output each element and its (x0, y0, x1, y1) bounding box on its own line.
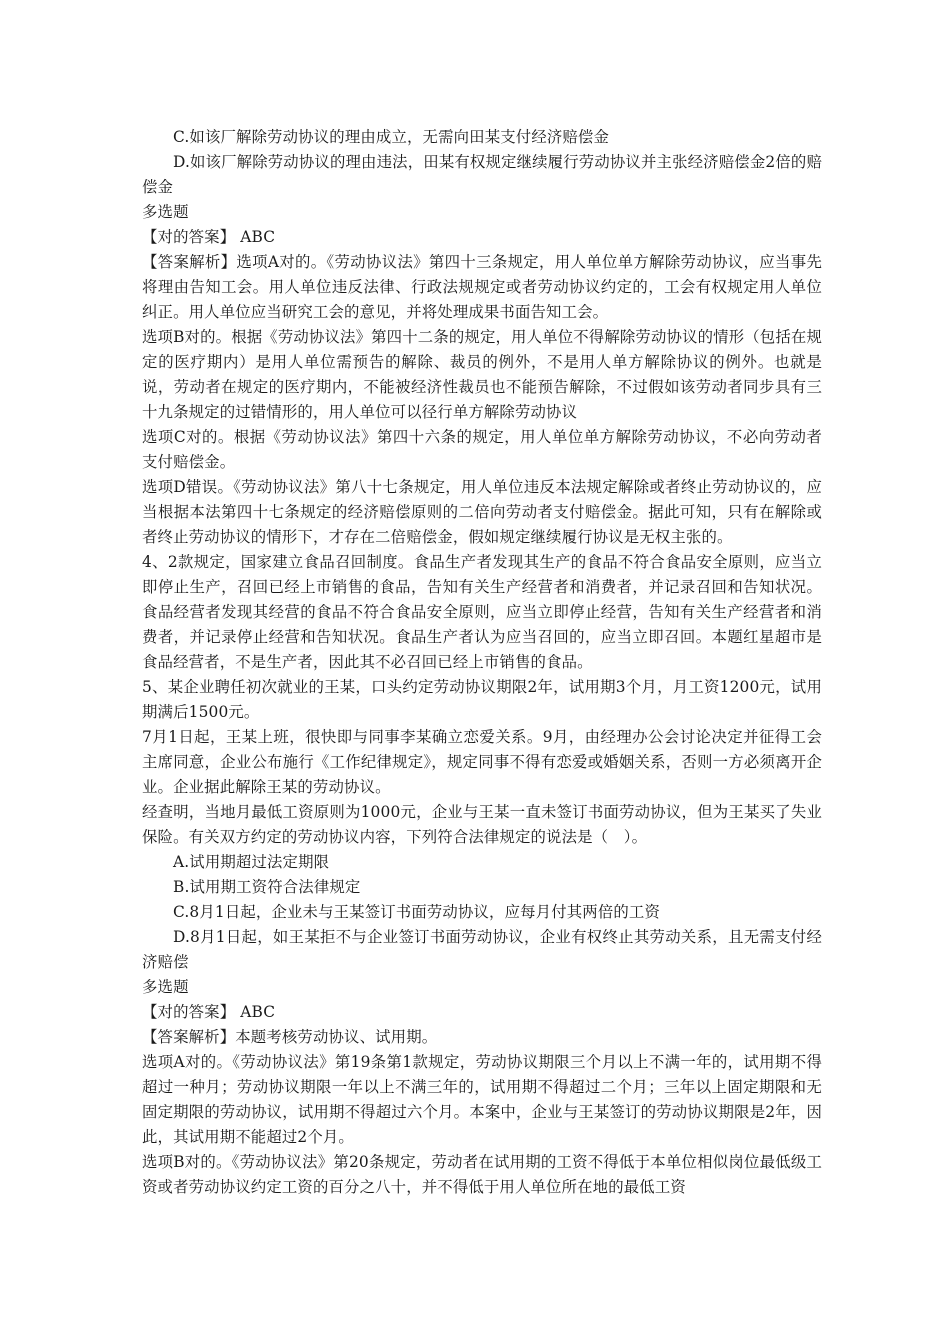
paragraph: 多选题 (142, 978, 189, 996)
paragraph: 4、2款规定，国家建立食品召回制度。食品生产者发现其生产的食品不符合食品安全原则，应当立即停止生产，召回已经上市销售的食品，告知有关生产经营者和消费者，并记录召回和告知状况。食品经营者发现其经营的食品不符合食品安全原则，应当立即停止经营，告知有关生产经营者和消费者，并记录停止经营和告知状况。食品生产者认为应当召回的，应当立即召回。本题红星超市是食品经营者，不是生产者，因此其不必召回已经上市销售的食品。 (142, 553, 822, 671)
paragraph: 【答案解析】本题考核劳动协议、试用期。 (142, 1028, 438, 1046)
paragraph: 7月1日起，王某上班，很快即与同事李某确立恋爱关系。9月，由经理办公会讨论决定并征得工会主席同意，企业公布施行《工作纪律规定》，规定同事不得有恋爱或婚姻关系，否则一方必须离开企业。企业据此解除王某的劳动协议。 (142, 728, 822, 796)
paragraph: 【对的答案】 ABC (142, 1003, 276, 1021)
paragraph: 【答案解析】选项A对的。《劳动协议法》第四十三条规定，用人单位单方解除劳动协议，应当事先将理由告知工会。用人单位违反法律、行政法规规定或者劳动协议约定的，工会有权规定用人单位纠正。用人单位应当研究工会的意见，并将处理成果书面告知工会。 (142, 253, 822, 321)
paragraph: 选项C对的。根据《劳动协议法》第四十六条的规定，用人单位单方解除劳动协议，不必向劳动者支付赔偿金。 (142, 428, 822, 471)
paragraph: D.如该厂解除劳动协议的理由违法，田某有权规定继续履行劳动协议并主张经济赔偿金2倍的赔偿金 (142, 153, 822, 196)
paragraph: 选项B对的。《劳动协议法》第20条规定，劳动者在试用期的工资不得低于本单位相似岗位最低级工资或者劳动协议约定工资的百分之八十，并不得低于用人单位所在地的最低工资 (142, 1153, 822, 1196)
document-body (142, 125, 822, 1200)
paragraph: 选项A对的。《劳动协议法》第19条第1款规定，劳动协议期限三个月以上不满一年的，试用期不得超过一种月；劳动协议期限一年以上不满三年的，试用期不得超过二个月；三年以上固定期限和无固定期限的劳动协议，试用期不得超过六个月。本案中，企业与王某签订的劳动协议期限是2年，因此，其试用期不能超过2个月。 (142, 1053, 822, 1146)
paragraph: 5、某企业聘任初次就业的王某，口头约定劳动协议期限2年，试用期3个月，月工资1200元，试用期满后1500元。 (142, 678, 822, 721)
paragraph: 【对的答案】 ABC (142, 228, 276, 246)
paragraph: 多选题 (142, 203, 189, 221)
paragraph: D.8月1日起，如王某拒不与企业签订书面劳动协议，企业有权终止其劳动关系，且无需支付经济赔偿 (142, 928, 822, 971)
paragraph: 选项B对的。根据《劳动协议法》第四十二条的规定，用人单位不得解除劳动协议的情形（包括在规定的医疗期内）是用人单位需预告的解除、裁员的例外，不是用人单方解除协议的例外。也就是说，劳动者在规定的医疗期内，不能被经济性裁员也不能预告解除，不过假如该劳动者同步具有三十九条规定的过错情形的，用人单位可以径行单方解除劳动协议 (142, 328, 822, 421)
paragraph: C.8月1日起，企业未与王某签订书面劳动协议，应每月付其两倍的工资 (173, 903, 660, 921)
paragraph: A.试用期超过法定期限 (173, 853, 330, 871)
paragraph: C.如该厂解除劳动协议的理由成立，无需向田某支付经济赔偿金 (173, 128, 610, 146)
paragraph: 经查明，当地月最低工资原则为1000元，企业与王某一直未签订书面劳动协议，但为王某买了失业保险。有关双方约定的劳动协议内容，下列符合法律规定的说法是（ ）。 (142, 803, 822, 846)
paragraph: 选项D错误。《劳动协议法》第八十七条规定，用人单位违反本法规定解除或者终止劳动协议的，应当根据本法第四十七条规定的经济赔偿原则的二倍向劳动者支付赔偿金。据此可知，只有在解除或者终止劳动协议的情形下，才存在二倍赔偿金，假如规定继续履行协议是无权主张的。 (142, 478, 822, 546)
paragraph: B.试用期工资符合法律规定 (173, 878, 361, 896)
